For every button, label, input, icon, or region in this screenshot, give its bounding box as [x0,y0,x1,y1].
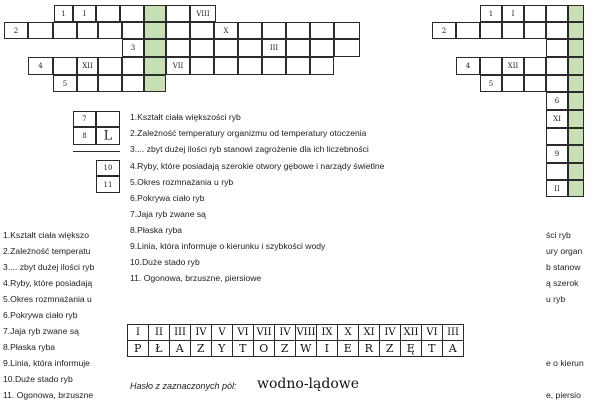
cell-number [122,39,144,57]
clue-left-4: 4.Ryby, które posiadają [3,278,93,288]
clue-11: 11. Ogonowa, brzuszne, piersiowe [130,273,262,283]
cell-marked[interactable] [262,39,286,57]
cell-marked[interactable] [502,5,524,22]
cell-number [54,5,73,22]
cell-solution[interactable] [568,39,584,57]
clue-number: 9 [554,150,560,158]
clue-9: 9.Linia, która informuje o kierunku i szybkości wody [130,241,326,251]
cell-marked[interactable] [73,5,96,22]
numeral: IV [275,325,296,341]
cell-solution[interactable] [568,22,584,39]
numeral: I [128,325,149,341]
cell[interactable] [310,57,334,75]
cell[interactable] [286,22,310,39]
numeral: IV [380,325,401,341]
cell[interactable] [524,5,546,22]
password-letter[interactable]: P [128,341,149,357]
cell[interactable] [166,5,190,22]
clue-number: 4 [465,62,471,70]
password-letters-row [128,341,464,357]
clue-left-5: 5.Okres rozmnażania u [3,294,92,304]
numeral: VII [254,325,275,341]
cell[interactable] [502,22,524,39]
password-letter[interactable]: I [317,341,338,357]
clue-number: 10 [103,164,113,172]
clue-3: 3.... zbyt dużej ilości ryb stanowi zagrożenie dla ich liczebności [130,144,369,154]
cell[interactable] [28,22,53,39]
clue-number: 1 [488,9,494,18]
numeral: VI [422,325,443,341]
grid-edge [73,151,120,152]
cell[interactable] [190,57,214,75]
clue-8: 8.Płaska ryba [130,225,183,235]
clue-number: 1 [61,9,66,18]
cell-solution[interactable] [144,5,166,22]
cell-number [4,22,28,39]
cell-number [546,145,568,163]
password-letter[interactable]: Ł [149,341,170,357]
column-numeral: VIII [196,9,210,18]
clue-number: 11 [103,180,113,189]
cell-number [480,75,502,92]
password-hint-label: Hasło z zaznaczonych pól: [130,381,237,391]
cell[interactable] [122,75,144,92]
cell[interactable] [98,75,122,92]
cell-solution[interactable] [144,39,166,57]
cell[interactable] [286,39,310,57]
cell[interactable] [96,111,120,127]
cell-number [480,5,502,22]
cell-marked[interactable] [502,57,524,75]
clue-number: 2 [441,26,447,35]
cell-solution[interactable] [568,5,584,22]
cell-solution[interactable] [568,145,584,163]
cell[interactable] [98,22,122,39]
cell-solution[interactable] [144,75,166,92]
cell[interactable] [334,22,360,39]
password-letter[interactable]: W [296,341,317,357]
cell[interactable] [502,75,524,92]
password-table [127,324,464,357]
cell[interactable] [546,75,568,92]
clue-5: 5.Okres rozmnażania u ryb [130,177,234,187]
cell-marked[interactable] [166,57,190,75]
cell[interactable] [238,57,262,75]
numeral: II [149,325,170,341]
clue-right-9: e o kierun [546,358,584,368]
password-letter[interactable]: A [170,341,191,357]
cell-solution[interactable] [568,163,584,180]
cell[interactable] [166,22,190,39]
numeral: VIII [296,325,317,341]
password-letter[interactable]: Z [380,341,401,357]
column-numeral: VII [172,62,184,70]
clue-6: 6.Pokrywa ciało ryb [130,193,205,203]
column-numeral: XII [507,62,519,70]
cell-solution[interactable] [568,110,584,128]
cell[interactable] [546,39,568,57]
clue-right-11: e, piersio [546,390,581,400]
clue-1: 1.Kształt ciała większości ryb [130,112,241,122]
cell[interactable] [524,75,546,92]
cell[interactable] [456,22,480,39]
column-numeral: II [554,184,560,193]
clue-4: 4.Ryby, które posiadają szerokie otwory gębowe i narządy świetlne [130,161,385,171]
cell[interactable] [310,39,334,57]
clue-number: 2 [13,26,19,35]
numeral: IV [191,325,212,341]
clue-right-1: ści ryb [546,230,571,240]
clue-left-2: 2.Zależność temperatu [3,246,91,256]
password-numerals-row [128,325,464,341]
password-letter[interactable]: Z [275,341,296,357]
column-numeral: I [83,9,86,18]
password-answer: wodno-lądowe [257,376,360,392]
clue-left-10: 10.Duże stado ryb [3,374,73,384]
password-letter[interactable]: A [443,341,464,357]
numeral: IX [317,325,338,341]
clue-right-5: u ryb [546,294,566,304]
clue-7: 7.Jaja ryb zwane są [130,209,206,219]
password-letter[interactable]: T [233,341,254,357]
cell-number [73,111,96,127]
cell[interactable] [120,5,144,22]
cell[interactable] [238,39,262,57]
password-letter[interactable]: R [359,341,380,357]
password-letter[interactable]: Ę [401,341,422,357]
cell-solution[interactable] [568,57,584,75]
column-numeral: III [269,44,279,52]
numeral: V [212,325,233,341]
cell-filled[interactable] [96,127,120,145]
cell-solution[interactable] [568,92,584,110]
cell[interactable] [190,39,214,57]
cell-marked[interactable] [546,110,568,128]
clue-number: 6 [554,97,560,105]
clue-left-8: 8.Płaska ryba [3,342,56,352]
password-letter[interactable]: T [422,341,443,357]
cell[interactable] [524,22,546,39]
cell[interactable] [96,5,120,22]
cell-number [96,160,120,176]
clue-left-1: 1.Kształt ciała większo [3,230,89,240]
cell[interactable] [524,57,546,75]
cell-number [546,92,568,110]
cell[interactable] [77,75,98,92]
cell-marked[interactable] [546,180,568,197]
clue-right-3: b stanow [546,262,581,272]
cell[interactable] [546,163,568,180]
cell[interactable] [546,128,568,145]
cell-number [73,127,96,145]
cell-number [28,57,53,75]
column-numeral: XI [553,115,561,123]
cell[interactable] [546,22,568,39]
cell[interactable] [190,22,214,39]
clue-10: 10.Duże stado ryb [130,257,200,267]
column-numeral: I [511,9,515,18]
cell-solution[interactable] [568,75,584,92]
cell[interactable] [262,22,286,39]
numeral: XII [401,325,422,341]
cell[interactable] [122,57,144,75]
cell[interactable] [480,22,502,39]
cell-marked[interactable] [214,22,238,39]
cell[interactable] [77,22,98,39]
clue-number: 4 [38,62,43,70]
cell-number [96,176,120,193]
cell[interactable] [310,22,334,39]
clue-left-9: 9.Linia, która informuje [3,358,90,368]
numeral: III [443,325,464,341]
cell-number [53,75,77,92]
cell-number [432,22,456,39]
cell[interactable] [98,57,122,75]
numeral: XI [359,325,380,341]
cell[interactable] [546,5,568,22]
cell[interactable] [53,57,77,75]
cell[interactable] [262,57,286,75]
column-numeral: XII [82,62,93,70]
password-letter[interactable]: E [338,341,359,357]
clue-left-7: 7.Jaja ryb zwane są [3,326,79,336]
cell-solution[interactable] [144,22,166,39]
clue-number: 8 [82,132,87,140]
cell[interactable] [334,39,360,57]
clue-left-3: 3.... zbyt dużej ilości ryb [3,262,95,272]
cell-solution[interactable] [568,128,584,145]
cell-marked[interactable] [77,57,98,75]
clue-right-2: ury organ [546,246,583,256]
cell[interactable] [214,57,238,75]
cell[interactable] [214,39,238,57]
clue-number: 3 [130,44,136,52]
numeral: X [338,325,359,341]
clue-left-11: 11. Ogonowa, brzuszne [3,390,94,400]
column-numeral: X [223,26,229,35]
cell[interactable] [166,39,190,57]
password-letter[interactable]: Y [212,341,233,357]
clue-number: 5 [488,79,494,88]
cell[interactable] [53,22,77,39]
cell-solution[interactable] [144,57,166,75]
clue-left-6: 6.Pokrywa ciało ryb [3,310,78,320]
clue-number: 5 [62,79,68,88]
cell[interactable] [546,57,568,75]
numeral: VI [233,325,254,341]
numeral: III [170,325,191,341]
cell-solution[interactable] [568,180,584,197]
password-letter[interactable]: O [254,341,275,357]
cell-number [456,57,480,75]
cell[interactable] [286,57,310,75]
cell-marked[interactable] [190,5,216,22]
password-letter[interactable]: Z [191,341,212,357]
clue-2: 2.Zależność temperatury organizmu od temperatury otoczenia [130,128,367,138]
cell[interactable] [480,57,502,75]
clue-number: 7 [82,115,87,123]
clue-right-4: ą szerok [546,278,579,288]
cell[interactable] [122,22,144,39]
filled-letter: L [103,128,113,144]
cell[interactable] [238,22,262,39]
